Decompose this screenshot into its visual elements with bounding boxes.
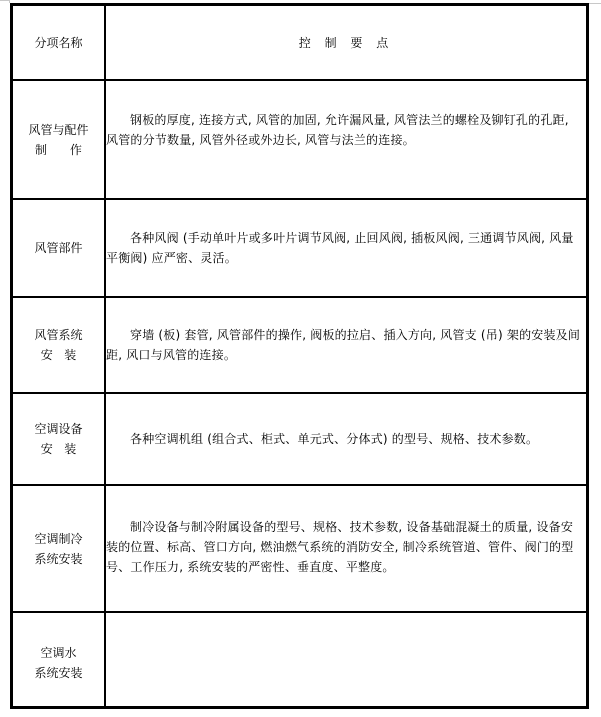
row-control-points [106,298,586,392]
control-points-text: 钢板的厚度, 连接方式, 风管的加固, 允许漏风量, 风管法兰的螺栓及铆钉孔的孔距, 风管的分节数量, 风管外径或外边长, 风管与法兰的连接。 [106,113,569,147]
row-item-name [13,394,104,484]
table-row [13,613,586,706]
table-row [13,394,586,484]
row-control-points [106,200,586,296]
control-points-table [10,3,589,709]
header-item-name [13,6,104,79]
header-control-points-label: 控 制 要 点 [298,36,394,50]
item-name-line1: 空调制冷 [34,531,83,546]
item-name-line1: 风管系统 [34,328,83,342]
row-item-name [13,200,104,296]
item-name-line2: 系统安装 [34,665,83,680]
header-control-points [106,6,586,79]
control-points-text: 制冷设备与制冷附属设备的型号、规格、技术参数, 设备基础混凝土的质量, 设备安装的位置、标高、管口方向, 燃油燃气系统的消防安全, 制冷系统管道、管件、阀门的型号、工作压力, 系统安装的严密性、垂直度、平整度。 [106,520,574,574]
table-header-row [13,6,586,79]
row-item-name [13,81,104,198]
control-points-text: 穿墙 (板) 套管, 风管部件的操作, 阀板的拉启、插入方向, 风管支 (吊) 架的安装及间距, 风口与风管的连接。 [106,328,581,362]
row-control-points [106,613,586,706]
control-points-text: 各种空调机组 (组合式、柜式、单元式、分体式) 的型号、规格、技术参数。 [130,432,539,446]
item-name-line1: 空调设备 [34,422,83,436]
item-name-line2: 制 作 [35,142,82,157]
page-corner-mark-right [589,3,601,4]
item-name-line1: 风管部件 [34,241,83,255]
table-row [13,486,586,611]
table-row [13,200,586,296]
item-name-line2: 安 装 [40,348,77,362]
control-points-text: 各种风阀 (手动单叶片或多叶片调节风阀, 止回风阀, 插板风阀, 三通调节风阀, 风量平衡阀) 应严密、灵活。 [106,231,574,265]
row-item-name [13,613,104,706]
row-control-points [106,394,586,484]
row-item-name [13,486,104,611]
table-row [13,298,586,392]
row-control-points [106,81,586,198]
item-name-line2: 系统安装 [34,551,83,566]
row-control-points [106,486,586,611]
item-name-line1: 空调水 [40,645,77,660]
item-name-line1: 风管与配件 [28,122,89,137]
header-item-name-label: 分项名称 [34,35,83,50]
row-item-name [13,298,104,392]
item-name-line2: 安 装 [40,442,77,456]
table-row [13,81,586,198]
